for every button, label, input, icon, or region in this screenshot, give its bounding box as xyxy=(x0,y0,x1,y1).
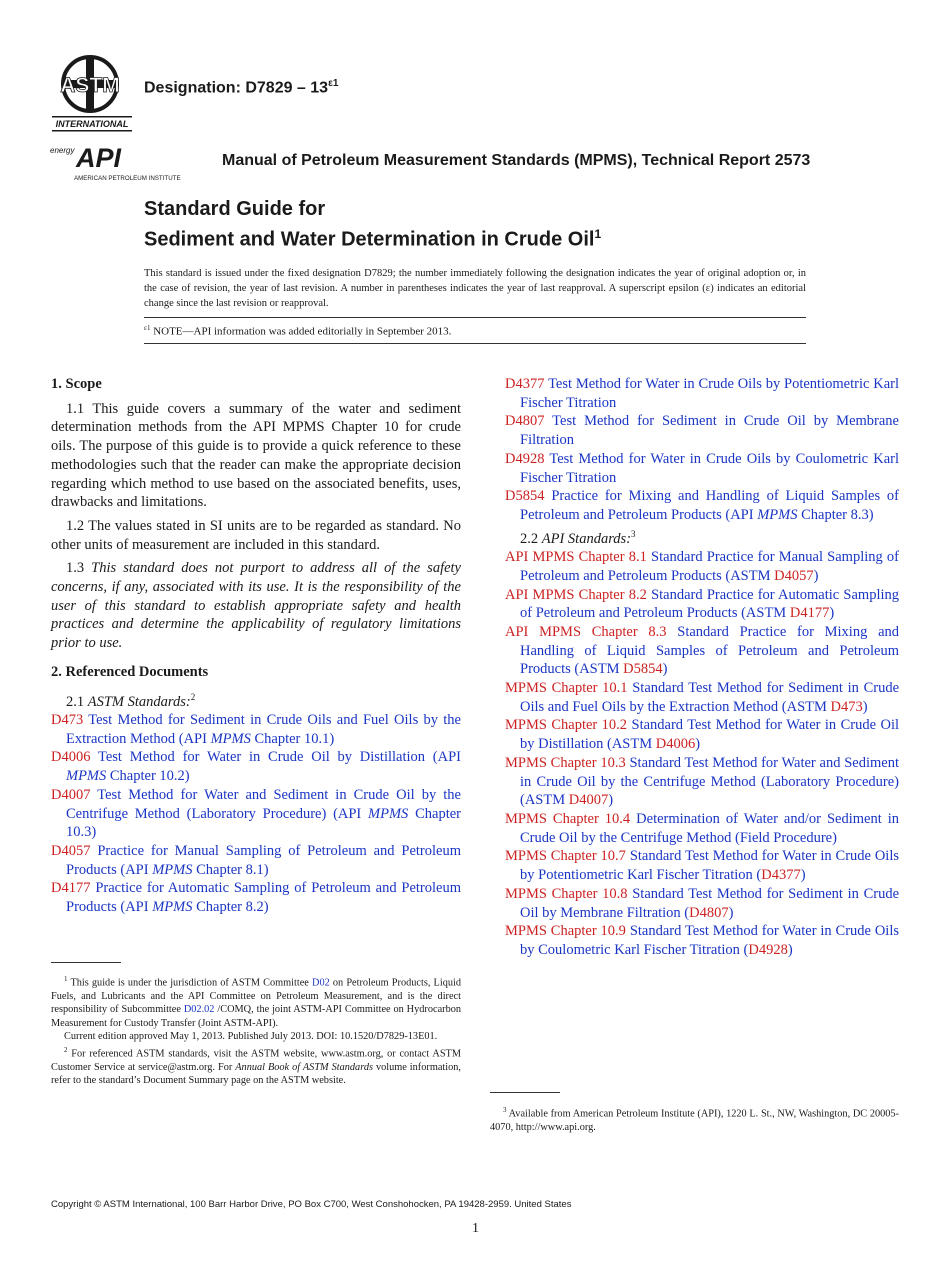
api-ref-tail: ) xyxy=(787,941,793,958)
astm-subheading-text: ASTM Standards: xyxy=(87,693,191,710)
astm-ref-item xyxy=(51,879,461,916)
editorial-epsilon: ε1 xyxy=(144,324,151,332)
astm-ref-code-link[interactable]: D4377 xyxy=(505,376,545,392)
astm-ref-code-link[interactable]: D4928 xyxy=(505,450,545,467)
astm-subheading-number: 2.1 xyxy=(66,693,88,710)
intro-paragraph: This standard is issued under the fixed designation D7829; the number immediately following the designation indicates the year of original adoption or, in the case of revision, the year of last revision. A number in parentheses indicates the year of last reapproval. A superscript epsilon (ε) indicates an editorial change since the last revision or reapproval. xyxy=(144,268,806,309)
astm-ref-mpms: MPMS xyxy=(152,899,193,916)
astm-ref-tail: Chapter 8.3) xyxy=(797,506,874,523)
footnotes-right xyxy=(490,1104,899,1134)
api-ref-tail: ) xyxy=(608,792,614,809)
editorial-note xyxy=(144,324,451,338)
section-heading-scope: 1. Scope xyxy=(51,376,102,392)
scope-paragraph-3-number: 1.3 xyxy=(66,560,92,577)
api-ref-tail: ) xyxy=(813,567,819,584)
api-ref-title-link[interactable]: Standard Test Method for Sediment in Crude Oil by Membrane Filtration ( xyxy=(520,885,900,921)
astm-ref-item xyxy=(505,487,899,524)
footnote-1-text-b: on Petroleum Products, Liquid Fuels, and Lubricants and the API Committee on Petroleum Measurement, and is the direct responsibility of Subcommittee xyxy=(51,977,461,1016)
footnote-2-italic: Annual Book of ASTM Standards xyxy=(235,1061,373,1073)
astm-ref-tail: Chapter 10.2) xyxy=(106,768,190,785)
api-ref-tail: ) xyxy=(662,661,668,678)
astm-ref-title-link[interactable] xyxy=(66,880,461,915)
api-ref-tail: ) xyxy=(695,736,701,753)
astm-ref-tail: Chapter 10.3) xyxy=(66,805,461,841)
astm-ref-code-link[interactable]: D5854 xyxy=(505,488,545,505)
astm-ref-title: Practice for Mixing and Handling of Liquid Samples of Petroleum and Petroleum Products (API xyxy=(520,488,899,523)
api-subheading-text: API Standards: xyxy=(541,530,632,547)
api-subheading-number: 2.2 xyxy=(520,530,542,547)
astm-ref-code-link[interactable]: D4807 xyxy=(505,413,545,430)
astm-ref-item xyxy=(51,786,461,842)
api-ref-item xyxy=(505,548,899,585)
astm-ref-mpms: MPMS xyxy=(757,506,798,523)
title-line-2 xyxy=(144,222,601,253)
api-ref-code-link[interactable]: MPMS Chapter 10.4 xyxy=(505,811,631,827)
api-logo xyxy=(50,140,215,184)
astm-ref-item xyxy=(51,711,461,748)
api-ref-title-link[interactable]: Standard Test Method for Water in Crude Oil by Distillation (ASTM xyxy=(520,717,900,753)
footnote-rule xyxy=(51,962,121,963)
api-ref-astm-link[interactable]: D473 xyxy=(830,698,863,715)
api-logo-subtext: AMERICAN PETROLEUM INSTITUTE xyxy=(74,175,181,182)
footnote-rule xyxy=(490,1092,560,1093)
api-standards-subheading xyxy=(505,525,899,549)
scope-paragraph-3-text: This standard does not purport to address all of the safety concerns, if any, associated with its use. It is the responsibility of the user of this standard to establish appropriate safety and health practices and determine the applicability of regulatory limitations prior to use. xyxy=(51,560,461,652)
astm-ref-item xyxy=(505,450,899,487)
scope-paragraph-2: 1.2 The values stated in SI units are to be regarded as standard. No other units of measurement are included in this standard. xyxy=(51,517,461,553)
footnote-1-edition: Current edition approved May 1, 2013. Published July 2013. DOI: 10.1520/D7829-13E01. xyxy=(64,1031,438,1043)
api-ref-astm-link[interactable]: D4007 xyxy=(568,792,609,809)
api-ref-astm-link[interactable]: D4177 xyxy=(789,605,830,622)
footnote-1-text-c: /COMQ, the joint ASTM-API Committee on Hydrocarbon Measurement for Custody Transfer (Joint ASTM-API). xyxy=(51,1004,462,1029)
astm-ref-item xyxy=(51,748,461,785)
astm-ref-code-link[interactable]: D473 xyxy=(51,712,84,729)
divider xyxy=(144,317,806,318)
footnote-3-text: Available from American Petroleum Institute (API), 1220 L. St., NW, Washington, DC 20005-4070, http://www.api.org. xyxy=(490,1108,899,1133)
api-ref-tail: ) xyxy=(829,605,835,622)
scope-paragraph-1: 1.1 This guide covers a summary of the water and sediment determination methods from the API MPMS Chapter 10 for crude oils. The purpose of this guide is to provide a quick reference to these methodologies such that the reader can make the appropriate decision regarding which method to use based on the associated benefits, uses, drawbacks and limitations. xyxy=(51,400,461,511)
astm-ref-title-link[interactable] xyxy=(66,787,461,840)
astm-ref-code-link[interactable]: D4057 xyxy=(51,843,91,859)
api-ref-title-link[interactable]: Standard Test Method for Water in Crude Oils by Potentiometric Karl Fischer Titration ( xyxy=(520,848,900,884)
api-ref-code-link[interactable]: MPMS Chapter 10.8 xyxy=(505,885,628,902)
api-ref-code-link[interactable]: MPMS Chapter 10.1 xyxy=(505,680,628,697)
astm-ref-title: Test Method for Sediment in Crude Oils and Fuel Oils by the Extraction Method (API xyxy=(66,712,461,747)
api-ref-code-link[interactable]: MPMS Chapter 10.3 xyxy=(505,754,626,771)
astm-ref-tail: Chapter 8.1) xyxy=(192,861,269,878)
mpms-line: Manual of Petroleum Measurement Standards (MPMS), Technical Report 2573 xyxy=(222,152,811,169)
section-heading-referenced: 2. Referenced Documents xyxy=(51,663,209,680)
footnote-2-text-b: volume information, refer to the standard’s Document Summary page on the ASTM website. xyxy=(51,1061,461,1087)
astm-ref-item xyxy=(51,842,461,879)
astm-ref-title-link[interactable] xyxy=(66,749,461,784)
footnote-1 xyxy=(51,973,461,1030)
astm-ref-item xyxy=(505,412,899,449)
api-ref-tail: ) xyxy=(800,867,806,884)
api-ref-item xyxy=(505,847,899,884)
api-ref-astm-link[interactable]: D4928 xyxy=(748,941,788,958)
api-ref-title-link[interactable]: Determination of Water and/or Sediment in Crude Oil by the Centrifuge Method (Field Procedure) xyxy=(520,811,899,846)
page-number: 1 xyxy=(472,1221,479,1236)
footnote-1-text-a: This guide is under the jurisdiction of ASTM Committee xyxy=(70,977,313,989)
api-logo-text: API xyxy=(76,143,122,173)
page-title xyxy=(144,197,601,253)
api-ref-code-link[interactable]: MPMS Chapter 10.9 xyxy=(505,923,626,940)
api-ref-astm-link[interactable]: D4057 xyxy=(774,567,814,584)
footnote-1-marker: 1 xyxy=(64,975,68,983)
api-ref-code-link[interactable]: MPMS Chapter 10.2 xyxy=(505,717,628,734)
api-ref-item xyxy=(505,623,899,679)
scope-paragraph-3 xyxy=(51,559,461,653)
api-footnote-ref[interactable]: 3 xyxy=(631,528,636,539)
api-ref-item xyxy=(505,716,899,753)
api-ref-title-link[interactable]: Standard Test Method for Sediment in Crude Oils and Fuel Oils by the Extraction Method (ASTM xyxy=(520,680,900,715)
api-ref-item xyxy=(505,586,899,623)
astm-ref-title-link[interactable] xyxy=(520,488,899,523)
api-ref-astm-link[interactable]: D4006 xyxy=(655,736,696,753)
api-ref-title-link[interactable]: Standard Practice for Mixing and Handling of Liquid Samples of Petroleum and Petroleum Products (ASTM xyxy=(520,623,900,678)
right-column xyxy=(505,375,899,960)
astm-footnote-ref[interactable]: 2 xyxy=(190,691,196,702)
designation-label: Designation: D7829 – 13 xyxy=(144,79,329,97)
astm-ref-item xyxy=(505,375,899,412)
footnote-2-text-a: For referenced ASTM standards, visit the ASTM website, www.astm.org, or contact ASTM Customer Service at service@astm.org. For xyxy=(51,1048,461,1073)
astm-standards-subheading xyxy=(51,688,461,712)
api-ref-item xyxy=(505,754,899,810)
title-footnote-ref[interactable]: 1 xyxy=(594,227,602,241)
api-ref-item xyxy=(505,810,899,847)
copyright-notice: Copyright © ASTM International, 100 Barr Harbor Drive, PO Box C700, West Conshohocken, PA 19428-2959. United States xyxy=(51,1199,572,1210)
astm-ref-title-link[interactable]: Test Method for Sediment in Crude Oil by Membrane Filtration xyxy=(520,413,899,449)
astm-ref-tail: Chapter 10.1) xyxy=(250,730,335,747)
astm-logo-subtext: INTERNATIONAL xyxy=(55,119,129,129)
title-line-2-text: Sediment and Water Determination in Crude Oil xyxy=(144,228,595,251)
astm-ref-title-link[interactable] xyxy=(66,843,461,878)
astm-logo xyxy=(52,54,136,134)
astm-logo-text: ASTM xyxy=(60,74,120,97)
astm-ref-title: Practice for Manual Sampling of Petroleum and Petroleum Products (API xyxy=(66,843,461,878)
api-ref-astm-link[interactable]: D5854 xyxy=(623,661,663,678)
api-logo-energy: energy xyxy=(50,146,75,155)
left-column xyxy=(51,375,461,917)
astm-ref-code-link[interactable]: D4007 xyxy=(51,786,91,803)
designation-epsilon: ε1 xyxy=(328,78,339,89)
astm-ref-code-link[interactable]: D4006 xyxy=(51,749,91,766)
astm-logo-graphic xyxy=(52,54,136,134)
api-ref-title-link[interactable]: Standard Practice for Manual Sampling of Petroleum and Petroleum Products (ASTM xyxy=(520,549,900,584)
api-ref-item xyxy=(505,679,899,716)
astm-ref-code-link[interactable]: D4177 xyxy=(51,880,91,897)
astm-ref-title-link[interactable]: Test Method for Water in Crude Oils by Potentiometric Karl Fischer Titration xyxy=(520,376,899,411)
api-ref-title-link[interactable]: Standard Test Method for Water and Sediment in Crude Oil by the Centrifuge Method (Laboratory Procedure) (ASTM xyxy=(520,754,899,809)
astm-ref-title-link[interactable]: Test Method for Water in Crude Oils by Coulometric Karl Fischer Titration xyxy=(520,450,899,486)
api-logo-graphic xyxy=(50,140,215,184)
astm-ref-tail: Chapter 8.2) xyxy=(192,899,269,916)
footnote-3-marker: 3 xyxy=(503,1106,507,1114)
api-ref-code-link[interactable]: API MPMS Chapter 8.2 xyxy=(505,586,647,603)
astm-ref-mpms: MPMS xyxy=(210,730,251,747)
api-ref-code-link[interactable]: MPMS Chapter 10.7 xyxy=(505,848,626,865)
editorial-note-text: NOTE—API information was added editorially in September 2013. xyxy=(150,325,452,338)
footnotes-left xyxy=(51,973,461,1088)
astm-ref-mpms: MPMS xyxy=(66,768,107,785)
api-ref-item xyxy=(505,885,899,922)
api-ref-astm-link[interactable]: D4807 xyxy=(689,904,729,921)
api-ref-title-link[interactable]: Standard Practice for Automatic Sampling of Petroleum and Petroleum Products (ASTM xyxy=(520,586,900,622)
footnote-2 xyxy=(51,1044,461,1088)
api-ref-tail: ) xyxy=(728,904,734,921)
api-ref-item xyxy=(505,922,899,959)
footnote-3 xyxy=(490,1104,899,1134)
astm-ref-title: Test Method for Water in Crude Oil by Distillation (API xyxy=(97,749,461,766)
api-ref-code-link[interactable]: API MPMS Chapter 8.3 xyxy=(505,623,667,640)
subcommittee-d0202-link[interactable]: D02.02 xyxy=(183,1004,215,1016)
astm-ref-title-link[interactable] xyxy=(66,712,461,747)
title-line-1: Standard Guide for xyxy=(144,198,326,220)
footnote-2-marker: 2 xyxy=(64,1045,68,1054)
committee-d02-link[interactable]: D02 xyxy=(312,977,330,989)
astm-ref-mpms: MPMS xyxy=(152,861,193,878)
divider xyxy=(144,343,806,344)
api-ref-code-link[interactable]: API MPMS Chapter 8.1 xyxy=(505,549,647,566)
astm-ref-title: Test Method for Water and Sediment in Crude Oil by the Centrifuge Method (Laboratory Procedure) (API xyxy=(66,786,461,822)
api-ref-tail: ) xyxy=(862,698,868,715)
astm-ref-title: Practice for Automatic Sampling of Petroleum and Petroleum Products (API xyxy=(66,880,462,916)
designation xyxy=(144,78,338,97)
api-ref-astm-link[interactable]: D4377 xyxy=(761,867,801,884)
astm-ref-mpms: MPMS xyxy=(368,805,409,822)
api-ref-title-link[interactable]: Standard Test Method for Water in Crude Oils by Coulometric Karl Fischer Titration ( xyxy=(520,923,900,958)
